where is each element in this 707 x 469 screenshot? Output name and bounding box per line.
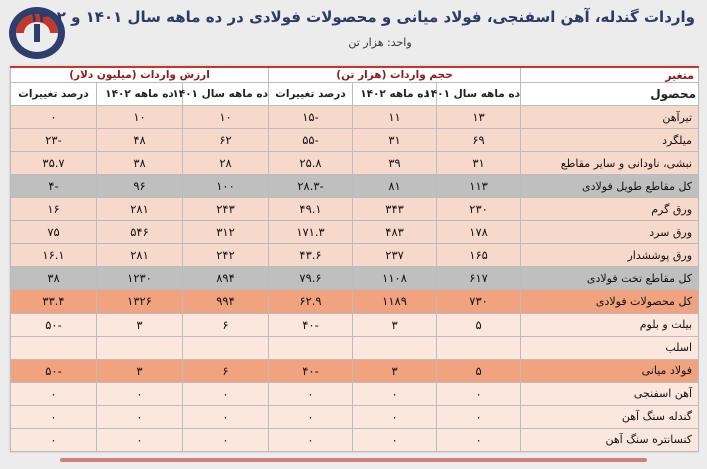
cell-volume-1402: ۱۱۰۸: [353, 267, 437, 290]
cell-value-1401: ۱۰۰: [183, 175, 269, 198]
cell-volume-1402: ۳۹: [353, 152, 437, 175]
cell-value-1402: ۱۰: [97, 106, 183, 129]
cell-volume-1402: ۰: [353, 428, 437, 451]
cell-volume-1401: ۰: [437, 405, 521, 428]
cell-volume-1401: ۱۳: [437, 106, 521, 129]
cell-value-1401: ۶: [183, 359, 269, 382]
cell-value-1402: ۱۲۳۰: [97, 267, 183, 290]
row-label: ورق سرد: [521, 221, 699, 244]
row-label: تیرآهن: [521, 106, 699, 129]
row-label: ورق گرم: [521, 198, 699, 221]
row-label: کل محصولات فولادی: [521, 290, 699, 313]
cell-volume-change: ۴۳.۶: [269, 244, 353, 267]
cell-value-1401: ۸۹۴: [183, 267, 269, 290]
header-value-group: ارزش واردات (میلیون دلار): [11, 67, 269, 83]
cell-value-1402: ۹۶: [97, 175, 183, 198]
cell-value-1401: ۰: [183, 405, 269, 428]
cell-volume-change: ۰: [269, 428, 353, 451]
cell-value-change: -۵۰: [11, 313, 97, 336]
cell-volume-1402: ۳۴۳: [353, 198, 437, 221]
cell-volume-change: ۰: [269, 382, 353, 405]
table-row: [11, 175, 699, 198]
cell-volume-change: -۴۰: [269, 313, 353, 336]
table-row: [11, 129, 699, 152]
cell-value-1402: ۵۴۶: [97, 221, 183, 244]
cell-value-change: -۲۳: [11, 129, 97, 152]
header-value-1402: ده ماهه ۱۴۰۲: [97, 83, 183, 106]
cell-value-1402: ۳۸: [97, 152, 183, 175]
cell-value-1402: ۰: [97, 405, 183, 428]
table-row: [11, 336, 699, 359]
row-label: بیلت و بلوم: [521, 313, 699, 336]
cell-value-change: ۰: [11, 106, 97, 129]
table-row: [11, 359, 699, 382]
cell-volume-change: ۷۹.۶: [269, 267, 353, 290]
cell-volume-change: [269, 336, 353, 359]
row-label: میلگرد: [521, 129, 699, 152]
cell-value-1402: ۳: [97, 313, 183, 336]
header-volume-change: درصد تغییرات: [269, 83, 353, 106]
cell-volume-1401: ۷۳۰: [437, 290, 521, 313]
table-row: [11, 405, 699, 428]
row-label: اسلب: [521, 336, 699, 359]
cell-value-1402: ۰: [97, 428, 183, 451]
cell-value-change: ۳۳.۴: [11, 290, 97, 313]
page-title: واردات گندله، آهن اسفنجی، فولاد میانی و محصولات فولادی در ده ماهه سال ۱۴۰۱ و ۱۴۰۲: [29, 8, 695, 26]
cell-value-1401: [183, 336, 269, 359]
row-label: کل مقاطع طویل فولادی: [521, 175, 699, 198]
cell-value-1401: ۲۴۳: [183, 198, 269, 221]
cell-value-change: ۰: [11, 405, 97, 428]
table-row: [11, 382, 699, 405]
cell-value-change: ۳۸: [11, 267, 97, 290]
table-row: [11, 221, 699, 244]
cell-value-change: ۳۵.۷: [11, 152, 97, 175]
cell-value-1401: ۲۸: [183, 152, 269, 175]
cell-volume-1401: ۵: [437, 313, 521, 336]
cell-volume-change: -۲۸.۳: [269, 175, 353, 198]
table-row: [11, 198, 699, 221]
cell-volume-change: -۴۰: [269, 359, 353, 382]
table-row: [11, 152, 699, 175]
header-value-change: درصد تغییرات: [11, 83, 97, 106]
table-row: [11, 290, 699, 313]
cell-volume-1402: [353, 336, 437, 359]
cell-volume-1402: ۲۳۷: [353, 244, 437, 267]
header-value-1401: ده ماهه سال ۱۴۰۱: [183, 83, 269, 106]
cell-volume-1402: ۳۱: [353, 129, 437, 152]
cell-volume-1402: ۰: [353, 405, 437, 428]
cell-volume-change: ۶۲.۹: [269, 290, 353, 313]
cell-volume-1401: ۰: [437, 382, 521, 405]
cell-value-1402: ۲۸۱: [97, 244, 183, 267]
header-volume-group: حجم واردات (هزار تن): [269, 67, 521, 83]
cell-value-change: ۱۶.۱: [11, 244, 97, 267]
cell-volume-1401: ۰: [437, 428, 521, 451]
cell-value-1402: ۴۸: [97, 129, 183, 152]
cell-value-1402: ۳: [97, 359, 183, 382]
cell-volume-change: -۱۵: [269, 106, 353, 129]
cell-value-1402: [97, 336, 183, 359]
bottom-divider: [60, 458, 647, 462]
data-table-container: [10, 66, 698, 452]
cell-volume-1402: ۳: [353, 359, 437, 382]
cell-volume-change: ۱۷۱.۳: [269, 221, 353, 244]
row-label: گندله سنگ آهن: [521, 405, 699, 428]
header-variable: متغیر: [521, 67, 699, 83]
header-volume-1402: ده ماهه ۱۴۰۲: [353, 83, 437, 106]
imports-table: [10, 66, 699, 452]
row-label: فولاد میانی: [521, 359, 699, 382]
cell-value-change: ۰: [11, 382, 97, 405]
cell-volume-change: ۰: [269, 405, 353, 428]
row-label: کنسانتره سنگ آهن: [521, 428, 699, 451]
cell-value-1401: ۶: [183, 313, 269, 336]
cell-value-1401: ۶۲: [183, 129, 269, 152]
cell-volume-1402: ۱۱۸۹: [353, 290, 437, 313]
table-row: [11, 106, 699, 129]
cell-value-change: [11, 336, 97, 359]
cell-volume-1402: ۴۸۳: [353, 221, 437, 244]
table-row: [11, 267, 699, 290]
header-product: محصول: [521, 83, 699, 106]
cell-volume-1401: ۱۶۵: [437, 244, 521, 267]
cell-volume-1401: [437, 336, 521, 359]
table-row: [11, 428, 699, 451]
unit-label: واحد: هزار تن: [348, 36, 412, 49]
cell-value-change: ۱۶: [11, 198, 97, 221]
cell-value-1402: ۱۳۲۶: [97, 290, 183, 313]
cell-value-1401: ۲۴۲: [183, 244, 269, 267]
row-label: کل مقاطع تخت فولادی: [521, 267, 699, 290]
cell-volume-change: -۵۵: [269, 129, 353, 152]
cell-value-1401: ۹۹۴: [183, 290, 269, 313]
cell-value-1402: ۰: [97, 382, 183, 405]
cell-value-change: -۵۰: [11, 359, 97, 382]
cell-volume-1401: ۳۱: [437, 152, 521, 175]
cell-volume-1401: ۵: [437, 359, 521, 382]
table-row: [11, 244, 699, 267]
cell-value-1401: ۱۰: [183, 106, 269, 129]
row-label: نبشی، ناودانی و سایر مقاطع: [521, 152, 699, 175]
cell-value-1402: ۲۸۱: [97, 198, 183, 221]
cell-value-1401: ۰: [183, 428, 269, 451]
cell-value-1401: ۰: [183, 382, 269, 405]
cell-volume-1401: ۶۱۷: [437, 267, 521, 290]
cell-value-1401: ۳۱۲: [183, 221, 269, 244]
table-row: [11, 313, 699, 336]
cell-value-change: ۰: [11, 428, 97, 451]
header-columns-row: [11, 83, 699, 106]
cell-value-change: -۴: [11, 175, 97, 198]
header-volume-1401: ده ماهه سال ۱۴۰۱: [437, 83, 521, 106]
cell-volume-1402: ۱۱: [353, 106, 437, 129]
cell-volume-1402: ۰: [353, 382, 437, 405]
cell-volume-1401: ۱۱۳: [437, 175, 521, 198]
cell-volume-1401: ۱۷۸: [437, 221, 521, 244]
cell-volume-change: ۴۹.۱: [269, 198, 353, 221]
cell-value-change: ۷۵: [11, 221, 97, 244]
cell-volume-1401: ۲۳۰: [437, 198, 521, 221]
cell-volume-1402: ۳: [353, 313, 437, 336]
cell-volume-change: ۲۵.۸: [269, 152, 353, 175]
cell-volume-1401: ۶۹: [437, 129, 521, 152]
row-label: ورق پوششدار: [521, 244, 699, 267]
cell-volume-1402: ۸۱: [353, 175, 437, 198]
header-group-row: [11, 67, 699, 83]
row-label: آهن اسفنجی: [521, 382, 699, 405]
